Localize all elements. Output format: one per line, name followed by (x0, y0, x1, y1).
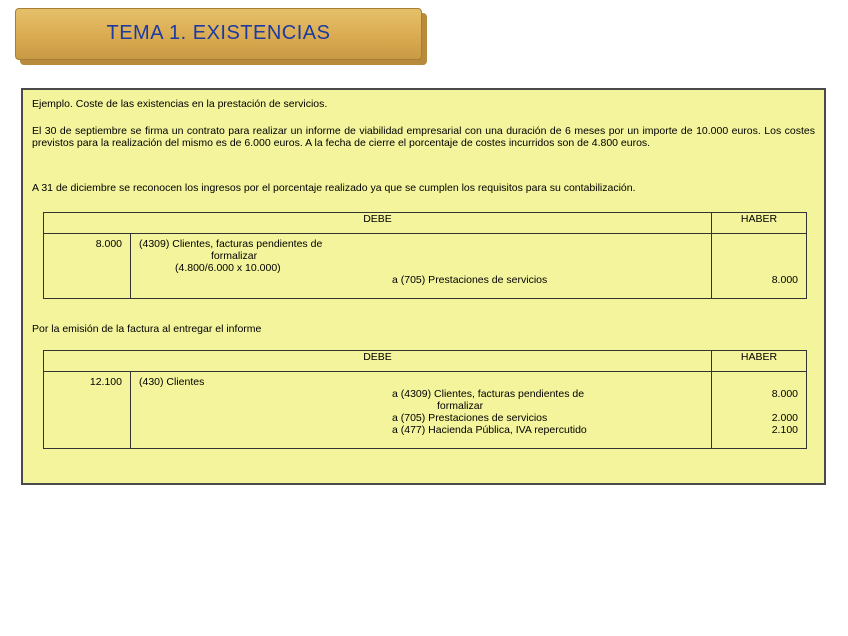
credit-line: a (477) Hacienda Pública, IVA repercutido (392, 424, 587, 436)
credit-line: a (705) Prestaciones de servicios (392, 274, 548, 286)
credit-amount: 8.000 (771, 388, 798, 400)
title-banner (15, 8, 422, 60)
debe-header: DEBE (44, 351, 712, 372)
debit-line: (430) Clientes (139, 376, 205, 388)
entry-accounts (131, 234, 712, 299)
paragraph-revenue: A 31 de diciembre se reconocen los ingresos por el porcentaje realizado ya que se cumplen los requisitos para su contabilización. (32, 182, 636, 194)
credit-line: formalizar (437, 400, 484, 412)
entry-accounts (131, 372, 712, 449)
paragraph-invoice: Por la emisión de la factura al entregar el informe (32, 323, 262, 335)
debit-line: (4309) Clientes, facturas pendientes de (139, 238, 323, 250)
credit-line: a (4309) Clientes, facturas pendientes de (392, 388, 585, 400)
credit-amount: 2.100 (771, 424, 798, 436)
example-panel (21, 88, 826, 485)
credit-amounts (712, 372, 807, 449)
haber-header: HABER (712, 351, 807, 372)
debit-amount: 8.000 (44, 234, 131, 299)
debit-line: formalizar (211, 250, 258, 262)
banner-title: TEMA 1. EXISTENCIAS (106, 22, 331, 44)
journal-entry-2 (43, 350, 807, 449)
credit-amount: 8.000 (712, 234, 807, 299)
paragraph-contract: El 30 de septiembre se firma un contrato para realizar un informe de viabilidad empresarial con una duración de 6 meses por un importe de 10.000 euros. Los costes previstos para la realización del mismo es de 6.000 euros. A la fecha de cierre el porcentaje de costes incurridos son de 4.800 euros. (32, 125, 815, 149)
credit-amount: 2.000 (771, 412, 798, 424)
debit-amount: 12.100 (44, 372, 131, 449)
journal-entry-1 (43, 212, 807, 299)
haber-header: HABER (712, 213, 807, 234)
intro-text: Ejemplo. Coste de las existencias en la prestación de servicios. (32, 98, 328, 110)
debit-line: (4.800/6.000 x 10.000) (175, 262, 281, 274)
debe-header: DEBE (44, 213, 712, 234)
credit-line: a (705) Prestaciones de servicios (392, 412, 548, 424)
